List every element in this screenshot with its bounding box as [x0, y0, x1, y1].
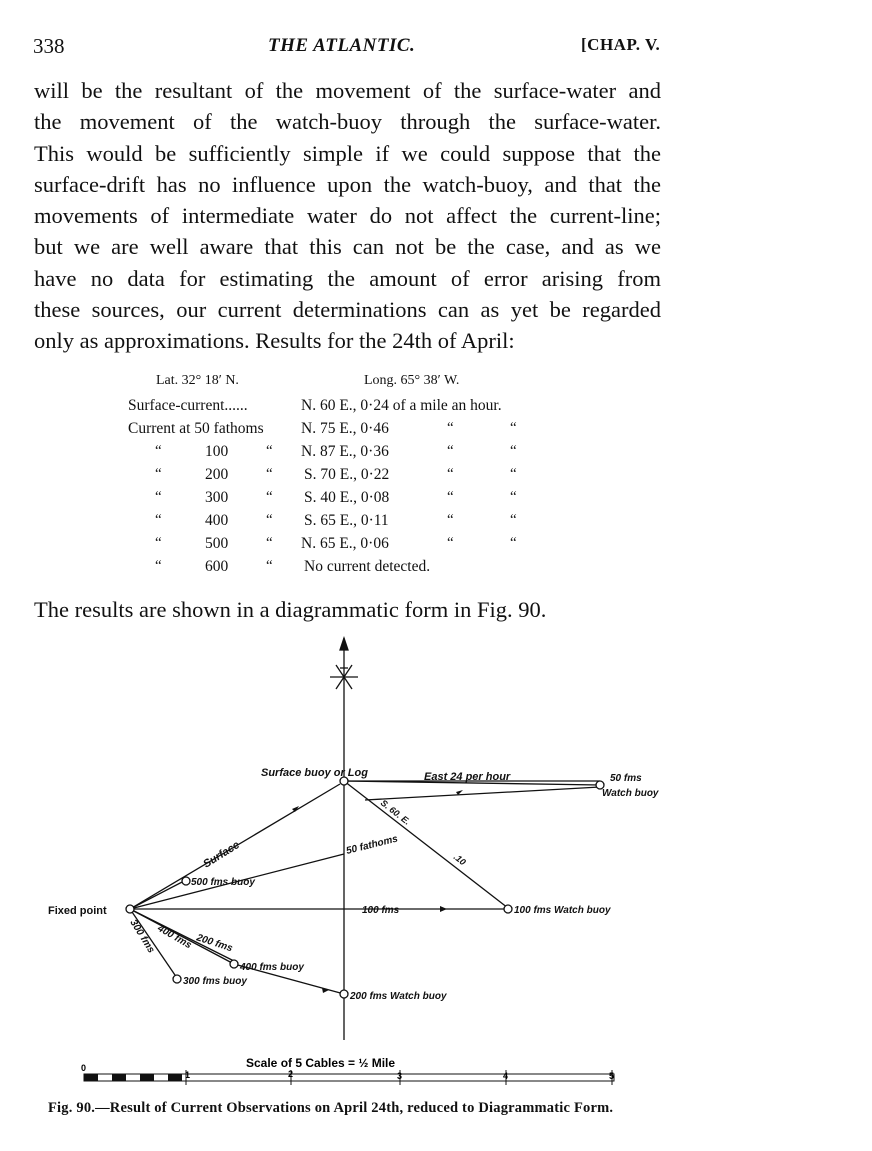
fms300buoy-label: 300 fms buoy	[183, 976, 247, 987]
latitude: Lat. 32° 18′ N.	[156, 373, 239, 388]
fms200-label: 200 fms	[195, 932, 234, 955]
current-value: N. 65 E., 0·06	[301, 535, 389, 552]
ditto-mark: “	[266, 535, 273, 551]
ditto-mark: “	[155, 443, 162, 459]
depth-value: 100	[205, 443, 229, 460]
text-line: surface-drift has no influence upon the watch-buoy, and that the	[34, 171, 661, 197]
scale-bar	[81, 1056, 614, 1085]
scale-tick-label: 0	[81, 1063, 87, 1073]
ditto-mark: “	[155, 512, 162, 528]
fixed-point-label: Fixed point	[48, 905, 107, 917]
ditto-mark: “	[510, 466, 517, 482]
current-50-value: N. 75 E., 0·46	[301, 420, 389, 437]
ditto-mark: “	[510, 535, 517, 551]
page-number: 338	[33, 34, 65, 58]
ditto-mark: “	[510, 489, 517, 505]
ditto-mark: “	[266, 443, 273, 459]
ditto-mark: “	[266, 512, 273, 528]
fixed-point-marker	[126, 905, 134, 913]
current-value: S. 70 E., 0·22	[304, 466, 390, 483]
fms300-label: 300 fms	[127, 917, 157, 956]
fms500-label: 500 fms buoy	[191, 877, 255, 888]
surface-buoy-label: Surface buoy or Log	[261, 767, 368, 779]
current-value: N. 87 E., 0·36	[301, 443, 389, 460]
text-line: will be the resultant of the movement of the surface-water and	[34, 78, 661, 103]
scale-tick-label: 2	[288, 1069, 294, 1079]
fms400buoy-label: 400 fms buoy	[240, 962, 304, 973]
surface-current-value: N. 60 E., 0·24 of a mile an hour.	[301, 397, 502, 414]
scale-tick-label: 4	[503, 1071, 509, 1081]
scale-tick-label: 3	[397, 1071, 403, 1081]
figure-reference-sentence: The results are shown in a diagrammatic form in Fig. 90.	[34, 597, 547, 622]
ditto-mark: “	[155, 466, 162, 482]
fms500-ray	[130, 880, 186, 909]
current-50-label: Current at 50 fathoms	[128, 420, 264, 437]
ditto-mark: “	[266, 558, 273, 574]
ditto-mark: “	[447, 535, 454, 551]
depth-value: 600	[205, 558, 229, 575]
watch-buoy-label: Watch buoy	[602, 788, 659, 799]
east-label: East 24 per hour	[424, 771, 511, 783]
ditto-mark: “	[447, 420, 454, 436]
chapter-label: [CHAP. V.	[581, 35, 661, 54]
body-paragraph	[34, 75, 661, 357]
text-line: but we are well aware that this can not be the case, and as we	[34, 234, 661, 260]
fms100buoy-label: 100 fms Watch buoy	[514, 905, 611, 916]
ditto-mark: “	[510, 443, 517, 459]
running-title: THE ATLANTIC.	[268, 35, 416, 56]
fms100-label: 100 fms	[362, 905, 400, 916]
surface-ray-label: Surface	[201, 838, 242, 871]
ditto-mark: “	[510, 512, 517, 528]
ditto-mark: “	[266, 466, 273, 482]
scale-tick-label: 5	[609, 1071, 615, 1081]
ditto-mark: “	[155, 489, 162, 505]
longitude: Long. 65° 38′ W.	[364, 373, 460, 388]
surface-current-label: Surface-current......	[128, 397, 248, 414]
ditto-mark: “	[447, 466, 454, 482]
current-value: No current detected.	[304, 558, 431, 575]
text-line: have no data for estimating the amount of error arising from	[34, 265, 661, 291]
ditto-mark: “	[510, 420, 517, 436]
s60e-to-50-line	[365, 787, 600, 800]
s60e-label: S. 60. E.	[378, 797, 413, 827]
depth-value: 200	[205, 466, 229, 483]
ditto-mark: “	[155, 558, 162, 574]
current-value: S. 40 E., 0·08	[304, 489, 390, 506]
text-line: the movement of the watch-buoy through the surface-water.	[34, 109, 661, 135]
depth-value: 400	[205, 512, 229, 529]
fms50-label: 50 fms	[610, 773, 642, 784]
fms400-label: 400 fms	[155, 923, 194, 952]
buoy-300-marker	[173, 975, 181, 983]
depth-value: 300	[205, 489, 229, 506]
text-line: these sources, our current determinations can as yet be regarded	[34, 297, 661, 323]
watch-buoy-100-marker	[504, 905, 512, 913]
rate-label: .10	[451, 851, 468, 868]
ditto-mark: “	[447, 489, 454, 505]
ditto-mark: “	[447, 512, 454, 528]
text-line: This would be sufficiently simple if we could suppose that the	[34, 140, 661, 166]
text-line: only as approximations. Results for the 24th of April:	[34, 328, 515, 354]
ditto-mark: “	[155, 535, 162, 551]
ditto-mark: “	[447, 443, 454, 459]
fathoms50-label: 50 fathoms	[345, 833, 399, 857]
current-value: S. 65 E., 0·11	[304, 512, 389, 529]
text-line: movements of intermediate water do not affect the current-line;	[34, 203, 661, 229]
arrow-icons	[292, 790, 463, 993]
scale-title: Scale of 5 Cables = ½ Mile	[246, 1056, 396, 1070]
watch-buoy-200-marker	[340, 990, 348, 998]
fms200buoy-label: 200 fms Watch buoy	[350, 991, 447, 1002]
current-diagram	[0, 630, 872, 1100]
buoy-500-marker	[182, 877, 190, 885]
figure-caption: Fig. 90.—Result of Current Observations on April 24th, reduced to Diagrammatic Form.	[48, 1100, 614, 1116]
scale-tick-label: 1	[185, 1070, 191, 1080]
depth-value: 500	[205, 535, 229, 552]
buoy-400-marker	[230, 960, 238, 968]
ditto-mark: “	[266, 489, 273, 505]
